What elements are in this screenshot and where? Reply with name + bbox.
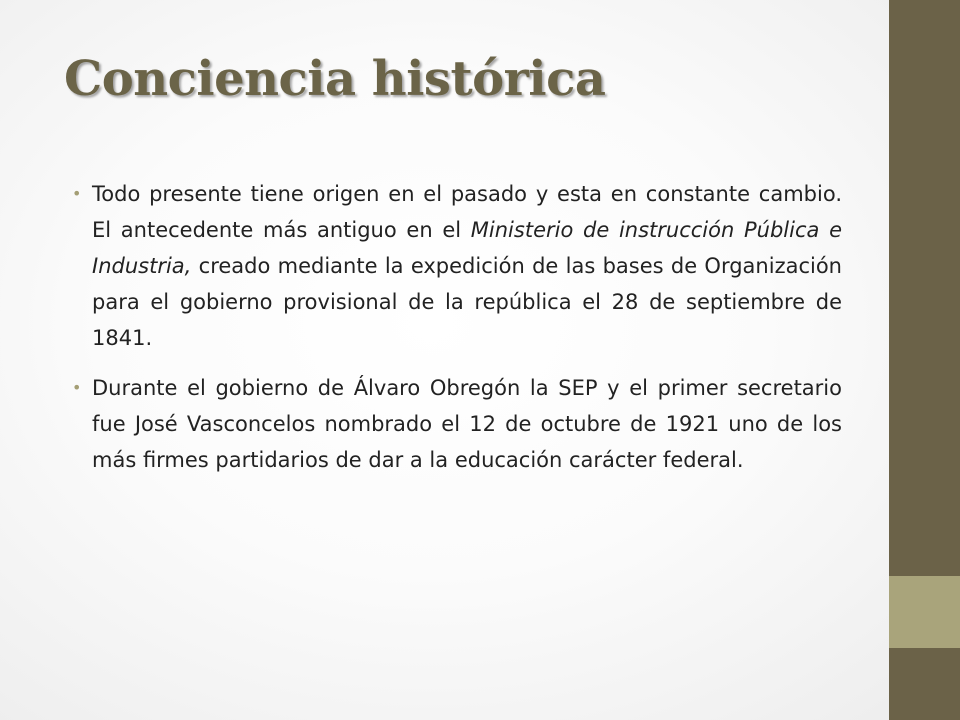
bullet-text-1-italic: Ministerio de instrucción Pública e Industria, bbox=[92, 218, 842, 278]
bullet-marker: • bbox=[72, 184, 82, 203]
side-bar-top bbox=[889, 0, 960, 576]
bullet-item-2 bbox=[72, 370, 842, 478]
bullet-text-1a: Todo presente tiene origen en el pasado y esta en constante cambio. El antecedente más antiguo en el bbox=[92, 182, 842, 242]
bullet-text-1b: creado mediante la expedición de las bases de Organización para el gobierno provisional de la república el 28 de septiembre de 1841. bbox=[92, 254, 842, 350]
slide-title: Conciencia histórica bbox=[64, 51, 606, 107]
side-bar-accent bbox=[889, 576, 960, 648]
bullet-marker: • bbox=[72, 378, 82, 397]
bullet-list bbox=[72, 176, 842, 492]
bullet-text-2: Durante el gobierno de Álvaro Obregón la SEP y el primer secretario fue José Vasconcelos nombrado el 12 de octubre de 1921 uno de los más firmes partidarios de dar a la educación carácter federal. bbox=[92, 376, 842, 472]
side-bar-bottom bbox=[889, 648, 960, 720]
bullet-item-1 bbox=[72, 176, 842, 356]
